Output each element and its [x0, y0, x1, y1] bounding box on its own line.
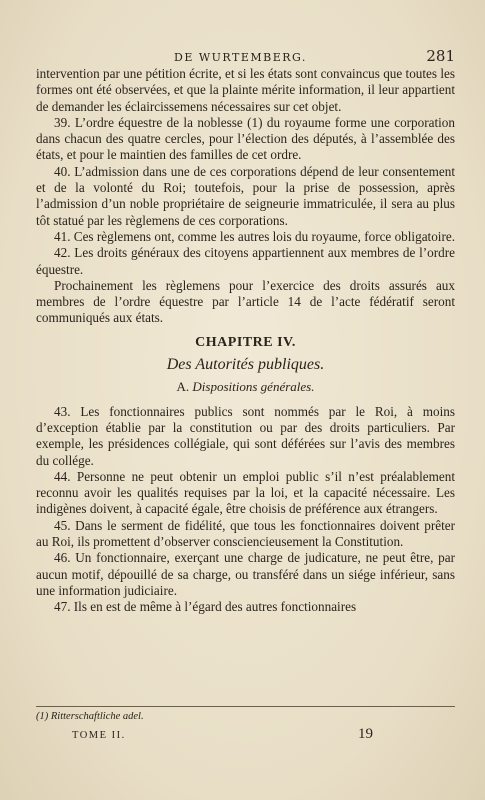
section-articles — [36, 404, 455, 616]
page-body — [36, 66, 455, 616]
section-letter: A. — [176, 379, 190, 395]
section-heading — [36, 379, 455, 395]
article-45: 45. Dans le serment de fidélité, que tous les fonctionnaires doivent prêter au Roi, ils promettent d’observer consciencieusement la Constitution. — [36, 517, 455, 550]
article-42: 42. Les droits généraux des citoyens appartiennent aux membres de l’ordre équestre. — [36, 245, 455, 277]
paragraph-note: Prochainement les règlemens pour l’exercice des droits assurés aux membres de l’ordre équestre par l’article 14 de l’acte fédératif seront communiqués aux états. — [36, 277, 455, 326]
article-46: 46. Un fonctionnaire, exerçant une charge de judicature, ne peut être, par aucun motif, dépouillé de sa charge, ou transféré dans un siége inférieur, sans une information judiciaire. — [36, 550, 455, 598]
article-39: 39. L’ordre équestre de la noblesse (1) du royaume forme une corporation dans chacun des quatre cercles, pour l’élection des députés, à l’assemblée des états, et pour le maintien des familles de cet ordre. — [36, 114, 455, 163]
chapter-title: CHAPITRE IV. — [195, 334, 296, 350]
footnote-divider — [36, 706, 455, 707]
footnote: (1) Ritterschaftliche adel. — [36, 711, 144, 722]
article-40: 40. L’admission dans une de ces corporations dépend de leur consentement et de la volonté du Roi; toutefois, pour la prise de possession, après l’admission d’un noble propriétaire de seigneurie immatriculée, il sera au plus tôt statué par les règlemens de ces corporations. — [36, 163, 455, 228]
article-43: 43. Les fonctionnaires publics sont nommés par le Roi, à moins d’exception établie par la constitution ou par des droits particuliers. Par exemple, les présidences collégiale, qui sont déférées sur l’avis des membres du collége. — [36, 403, 455, 468]
page-number: 281 — [426, 47, 455, 65]
article-41: 41. Ces règlemens ont, comme les autres lois du royaume, force obligatoire. — [54, 228, 456, 244]
page-header — [36, 47, 455, 66]
section-title: Dispositions générales. — [192, 379, 315, 395]
running-head: DE WURTEMBERG. — [174, 51, 307, 64]
article-44: 44. Personne ne peut obtenir un emploi public s’il n’est préalablement reconnu avoir les qualités requises par la loi, et la capacité nécessaire. Les indigènes doivent, à capacité égale, être choisis de préférence aux étrangers. — [36, 468, 455, 517]
signature-mark: TOME II. — [72, 730, 126, 741]
signature-number: 19 — [358, 726, 373, 742]
article-47: 47. Ils en est de même à l’égard des autres fonctionnaires — [54, 599, 357, 615]
paragraph-continuation: intervention par une pétition écrite, et si les états sont convaincus que toutes les formes ont été observées, et que la plainte mérite information, il leur appartient de demander les éclaircissemens nécessaires sur cet objet. — [36, 66, 455, 114]
chapter-subtitle: Des Autorités publiques. — [166, 356, 325, 374]
